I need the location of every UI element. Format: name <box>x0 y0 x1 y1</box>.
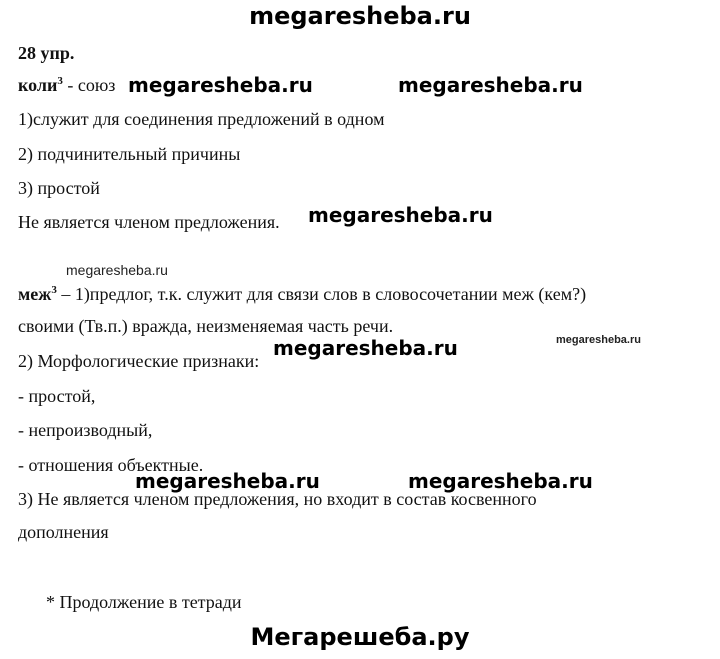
koli-word: коли <box>18 75 58 95</box>
koli-line-1: 1)служит для соединения предложений в одном <box>18 109 385 129</box>
mezh-heading <box>18 283 586 305</box>
exercise-title: 28 упр. <box>18 43 75 63</box>
footnote: * Продолжение в тетради <box>46 592 242 612</box>
koli-heading-rest: - союз <box>62 75 116 95</box>
watermark-inline-6: megaresheba.ru <box>408 469 593 493</box>
watermark-small-1: megaresheba.ru <box>66 262 168 278</box>
mezh-line-5: - непроизводный, <box>18 420 153 440</box>
watermark-inline-3: megaresheba.ru <box>308 203 493 227</box>
mezh-line-2: своими (Тв.п.) вражда, неизменяемая часть речи. <box>18 316 394 336</box>
koli-line-3: 3) простой <box>18 178 100 198</box>
mezh-line-3: 2) Морфологические признаки: <box>18 351 260 371</box>
mezh-line-4: - простой, <box>18 386 96 406</box>
koli-superscript: 3 <box>57 75 63 87</box>
mezh-line-6: - отношения объектные. <box>18 455 204 475</box>
koli-line-4: Не является членом предложения. <box>18 212 280 232</box>
watermark-inline-4: megaresheba.ru <box>273 336 458 360</box>
mezh-superscript: 3 <box>51 284 57 296</box>
watermark-inline-2: megaresheba.ru <box>398 73 583 97</box>
koli-heading <box>18 74 115 96</box>
watermark-inline-5: megaresheba.ru <box>135 469 320 493</box>
watermark-bottom: Мегарешеба.ру <box>250 623 470 651</box>
watermark-inline-1: megaresheba.ru <box>128 73 313 97</box>
koli-line-2: 2) подчинительный причины <box>18 144 241 164</box>
mezh-heading-rest: – 1)предлог, т.к. служит для связи слов в словосочетании меж (кем?) <box>56 284 587 304</box>
mezh-word: меж <box>18 284 52 304</box>
watermark-small-2: megaresheba.ru <box>556 334 641 346</box>
mezh-line-7: 3) Не является членом предложения, но входит в состав косвенного <box>18 489 537 509</box>
mezh-line-8: дополнения <box>18 522 109 542</box>
watermark-top: megaresheba.ru <box>249 2 471 30</box>
